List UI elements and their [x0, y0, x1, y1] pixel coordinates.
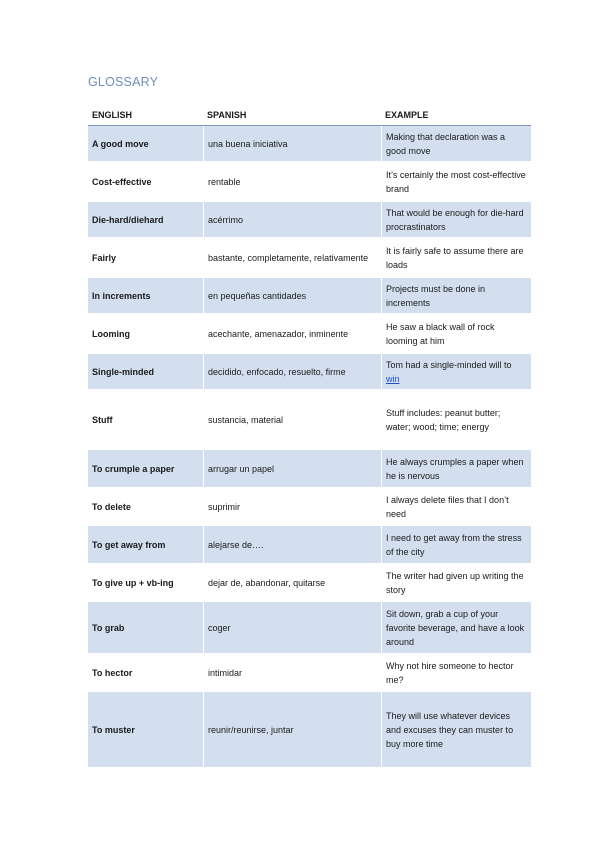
glossary-table: [88, 105, 531, 768]
cell-spanish: intimidar: [203, 654, 381, 692]
table-row: [88, 354, 531, 390]
cell-spanish: sustancia, material: [203, 390, 381, 450]
cell-english: A good move: [88, 126, 203, 162]
table-row: [88, 654, 531, 692]
table-row: [88, 602, 531, 654]
cell-example: I always delete files that I don’t need: [381, 488, 531, 526]
table-header-row: [88, 105, 531, 126]
cell-english: Looming: [88, 314, 203, 354]
cell-example: [381, 354, 531, 390]
header-example: EXAMPLE: [381, 105, 531, 126]
cell-example: He always crumples a paper when he is nervous: [381, 450, 531, 488]
cell-english: To muster: [88, 692, 203, 768]
glossary-title: GLOSSARY: [88, 75, 159, 89]
cell-example: Why not hire someone to hector me?: [381, 654, 531, 692]
cell-spanish: decidido, enfocado, resuelto, firme: [203, 354, 381, 390]
cell-english: Single-minded: [88, 354, 203, 390]
table-row: [88, 314, 531, 354]
cell-example: Sit down, grab a cup of your favorite beverage, and have a look around: [381, 602, 531, 654]
table-row: [88, 202, 531, 238]
table-row: [88, 450, 531, 488]
header-spanish: SPANISH: [203, 105, 381, 126]
cell-spanish: dejar de, abandonar, quitarse: [203, 564, 381, 602]
cell-spanish: rentable: [203, 162, 381, 202]
example-link[interactable]: win: [386, 373, 400, 384]
table-row: [88, 692, 531, 768]
cell-spanish: coger: [203, 602, 381, 654]
cell-example: It is fairly safe to assume there are loads: [381, 238, 531, 278]
cell-example: They will use whatever devices and excuses they can muster to buy more time: [381, 692, 531, 768]
cell-spanish: alejarse de….: [203, 526, 381, 564]
cell-example: That would be enough for die-hard procrastinators: [381, 202, 531, 238]
table-row: [88, 564, 531, 602]
cell-example: I need to get away from the stress of the city: [381, 526, 531, 564]
cell-example: The writer had given up writing the story: [381, 564, 531, 602]
table-row: [88, 488, 531, 526]
table-row: [88, 238, 531, 278]
cell-spanish: en pequeñas cantidades: [203, 278, 381, 314]
cell-english: Cost-effective: [88, 162, 203, 202]
cell-spanish: bastante, completamente, relativamente: [203, 238, 381, 278]
cell-english: To hector: [88, 654, 203, 692]
cell-spanish: suprimir: [203, 488, 381, 526]
cell-spanish: una buena iniciativa: [203, 126, 381, 162]
table-row: [88, 278, 531, 314]
cell-english: To crumple a paper: [88, 450, 203, 488]
cell-example: He saw a black wall of rock looming at him: [381, 314, 531, 354]
cell-english: Stuff: [88, 390, 203, 450]
table-row: [88, 162, 531, 202]
cell-english: Fairly: [88, 238, 203, 278]
cell-spanish: acechante, amenazador, inminente: [203, 314, 381, 354]
example-text: Tom had a single-minded will to: [386, 359, 512, 370]
glossary-body: [88, 126, 531, 768]
cell-english: To grab: [88, 602, 203, 654]
table-row: [88, 526, 531, 564]
cell-spanish: arrugar un papel: [203, 450, 381, 488]
table-row: [88, 390, 531, 450]
cell-english: Die-hard/diehard: [88, 202, 203, 238]
table-row: [88, 126, 531, 162]
cell-english: In increments: [88, 278, 203, 314]
cell-example: Projects must be done in increments: [381, 278, 531, 314]
cell-english: To get away from: [88, 526, 203, 564]
cell-example: Stuff includes: peanut butter; water; wood; time; energy: [381, 390, 531, 450]
cell-spanish: acérrimo: [203, 202, 381, 238]
cell-english: To give up + vb-ing: [88, 564, 203, 602]
header-english: ENGLISH: [88, 105, 203, 126]
cell-example: It’s certainly the most cost-effective brand: [381, 162, 531, 202]
cell-english: To delete: [88, 488, 203, 526]
cell-spanish: reunir/reunirse, juntar: [203, 692, 381, 768]
cell-example: Making that declaration was a good move: [381, 126, 531, 162]
